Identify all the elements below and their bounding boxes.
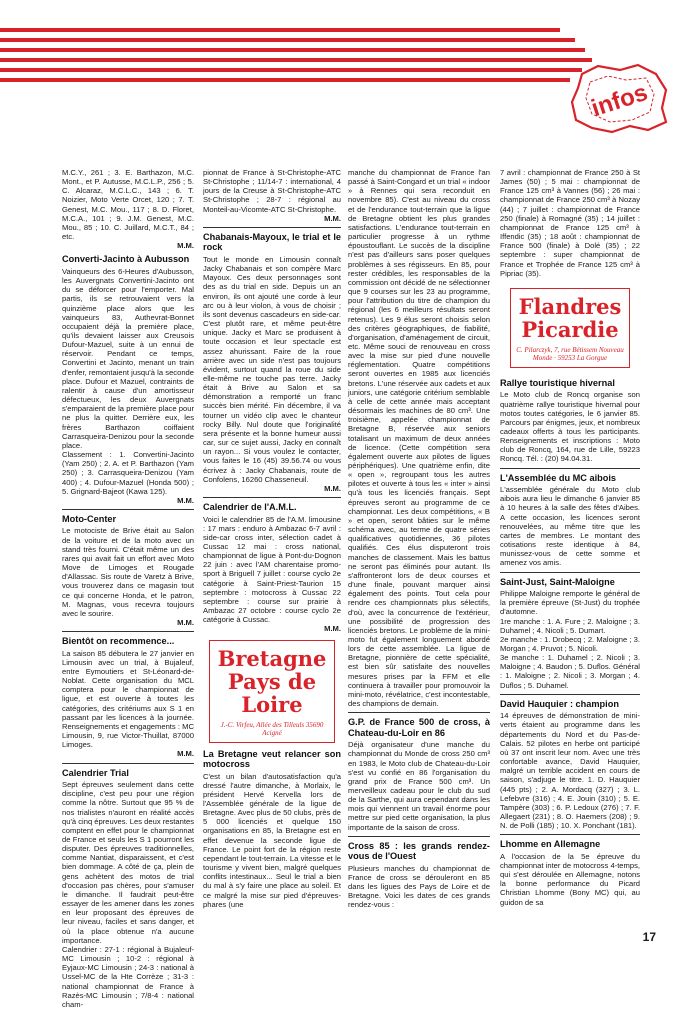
article-body: 14 épreuves de démonstration de mini-verts étaient au programme dans les départements du Nord et du Pas-de-Calais. 52 pilotes en herbe ont participé où 37 ont inscrit leur nom. Avec une très confortable avance, David Hauquier, malgré un terrible accident en cours de saison, s'adjuge le titre. 1. D. Hauquier (445 pts) ; 2. A. Mordacq (327) ; 3. L. Lefebvre (316) ; 4. E. Jouin (310) ; 5. E. Tampère (303) ; 6. P. Ledoux (276) ; 7. F. Allegaert (231) ; 8. O. Haemers (208) ; 9. N. de Polli (185) ; 10. X. Ponchant (181). [500,711,640,831]
classement: Classement : 1. Convertini-Jacinto (Yam 250) ; 2. A. et P. Barthazon (Yam 250) ; 3. Carrasqueira-Denizou (Yam 400) ; 4. Dufour-Mazuel (Honda 500) ; 5. Grignard-Bajeot (Kawa 125). [62,450,194,496]
region-ad-title: Bretagne Pays de Loire [217,645,327,717]
stripe [0,58,592,62]
divider [348,712,490,713]
divider [500,834,640,835]
stripe [0,38,575,42]
article-body: pionnat de France à St-Christophe-ATC St-Christophe ; 11/14-7 : international, 4 jours de la Creuse à St-Christophe-ATC St-Christophe ; 28-7 : régional au Monteil-au-Vicomte-ATC St-Christophe. [203,168,341,214]
svg-text:infos: infos [588,78,651,123]
article-title: La Bretagne veut relancer son motocross [203,748,341,770]
author-signature: M.M. [177,749,194,759]
article-title: Saint-Just, Saint-Maloigne [500,576,615,587]
header-banner [0,0,680,130]
article-title: Cross 85 : les grands rendez-vous de l'Ouest [348,840,490,862]
article-title: L'Assemblée du MC aibois [500,472,617,483]
region-ad-address: J.-C. Virfeu, Allée des Tilleuls 35690 Acigné [220,720,324,738]
author-signature: M.M. [324,213,341,223]
article-body: Déjà organisateur d'une manche du championnat du Monde de cross 250 cm³ en 1983, le Moto club de Chateau-du-Loir s'est vu confié en 86 l'organisation du grand prix de France 500 cm³. Un merveilleux cadeau pour le club du sud de la Sarthe, qui aura cependant dans les mois qui viennent un travail énorme pour mettre sur pied cette organisation, la plus importante de la saison de cross. [348,740,490,832]
region-ad-address: C. Pilarczyk, 7, rue Bétissem Nouveau Monde · 59253 La Gorgue [516,345,624,363]
article-body: Le Moto club de Roncq organise son quatrième rallye touristique hivernal pour motos toutes catégories, le 6 janvier 85. Parcours par énigmes, jeux, et nombreux cadeaux offerts à tous les participants. Renseignements et inscriptions : Moto club de Roncq, 164, rue de Lille, 59223 Roncq. Tél. : (20) 94.04.31. [500,390,640,464]
author-signature: M.M. [177,241,194,251]
article-body: Tout le monde en Limousin connaît Jacky Chabanais et son compère Marc Mayoux. Ces deux personnages sont des as du trial en side. Depuis un an environ, ils ont ajouté une corde à leur arc ou à leur violon, à vous de choisir ; ils sont devenus cascadeurs en side-car. C'est plutôt rare, et même peut-être unique. Jacky et Marc se produisent à toute occasion et leur spectacle est assez ahurissant. Faire de la roue arrière avec un side n'est pas toujours évident, surtout quand la roue du side elle-même ne touche pas terre. Jacky était à Brive au Salon et sa démonstration a remporté un franc succès bien mérité. Fin décembre, il va tourner un vidéo clip avec le chanteur rocky Billy. Nul doute que l'originalité sera présente et la bonne humeur aussi car, sur ce sujet aussi, Jacky en connaît un rayon... Si vous voulez le contacter, vous faites le 16 (45) 39.56.74 ou vous écrivez à : Jacky Chabanais, route de Confolens, 16260 Chasseneuil. [203,254,341,484]
author-signature: M.M. [177,618,194,628]
region-ad-box [510,288,630,368]
article-body: manche du championnat de France l'an passé à Saint-Congard et un trial « indoor » à Rennes qui sera reconduit en novembre 85). C'est au niveau du cross et de l'endurance tout-terrain que la ligue de Bretagne obtient les plus grandes satisfactions. L'endurance tout-terrain en particulier progresse à un rythme époustouflant. Le succès de la discipline n'est pas d'ailleurs sans poser quelques problèmes à ses régisseurs. En 85, pour rester crédibles, les responsables de la commission ont décidé de ne sélectionner que 9 courses sur les 23 au programme, pour l'attribution du titre de champion du régional (les 6 meilleurs résultats seront retenus). Les 9 élus seront choisis selon des critères géographiques, de fiabilité, d'organisation, d'aménagement de circuit, etc. Même souci de renouveau en cross avec la mise sur pied d'une nouvelle réglementation. Quatre compétitions seront ouvertes en 1985 aux licenciés bretons. L'une réservée aux cadets et aux juniors, une catégorie critérium semblable à celle de cette année mais acceptant désormais les machines de 80 cm³. Une troisième, appelée championnat de Bretagne B, réservée aux seniors totalisant un maximum de deux années de licence. (Cette compétition sera également ouverte aux pilotes de ligues périphériques). Une quatrième enfin, dite « open », regroupant tous les autres pilotes et ouverte à tous les « inter » ainsi qu'à tous les licenciés français. Sept épreuves seront au programme de ce championnat. Les deux compétitions, « B » et open, seront bâties sur le même schéma avec, au terme de quatre séries qualificatives quotidiennes, 36 pilotes qualifiés. Ces élus disputeront trois manches de classement. Mais les battus ne seront pas éliminés pour autant. Ils s'affronteront lors de deux courses et d'une finale, pouvant marquer ainsi également des points. Tout cela pour rendre ces championnats plus sélectifs, d'où, avec la concurrence de l'extérieur, une possibilité de progression des licenciés bretons. Le problème de la mini-moto fut également longuement abordé lors de cette assemblée. La ligue de Bretagne, pionnière de cette spécialité, est bien sûr satisfaite des nouvelles mesures prises par la FFM et elle continuera à travailler pour promouvoir la mini-moto, révélatrice, c'est incontestable, des champions de demain. [348,168,490,709]
infos-logo [568,62,670,134]
divider [348,836,490,837]
article-body: Philippe Maloigne remporte le général de la première épreuve (St-Just) du trophée d'automne. [500,589,640,617]
article-title: David Hauquier : champion [500,698,619,709]
article-title: Calendrier de l'A.M.L. [203,502,297,512]
race-heat-1: 1re manche : 1. A. Fure ; 2. Maloigne ; 3. Duhamel ; 4. Nicoli ; 5. Dumart. [500,616,640,635]
stripe [0,68,582,72]
stripe [0,78,570,82]
author-signature: M.M. [324,624,341,634]
article-title: Moto-Center [62,513,117,524]
divider [500,572,640,573]
region-ad-box [209,640,335,743]
article-body: Le motociste de Brive était au Salon de la voiture et de la moto avec un stand très fourni. C'était même un des rares qui avait fait un effort avec Moto Move de Limoges et Rougade d'Allassac. Sis route de Varetz à Brive, vous trouverez dans ce magasin tout ce qui concerne Honda, et le patron, M. Magnas, vous recevra toujours avec le sourire. [62,526,194,618]
divider [203,227,341,228]
article-body: 7 avril : championnat de France 250 à St James (50) ; 5 mai : championnat de France 125 cm³ à Vannes (56) ; 26 mai : championnat de France 250 cm³ à Nozay (44) ; 7 juillet : championnat de France 250 (finale) à Romagné (35) ; 14 juillet : championnat de France 125 cm³ à Iffendic (35) ; 18 août : championnat de France 500 (finale) à Dolé (35) ; 22 septembre : super championnat de France et Trophée de France 125 cm³ à Pipriac (35). [500,168,640,278]
region-ad-title: Flandres Picardie [518,293,622,342]
divider [203,497,341,498]
article-title: Chabanais-Mayoux, le trial et le rock [203,231,341,253]
article-body: Plusieurs manches du championnat de France de cross se dérouleront en 85 dans les ligues des Pays de Loire et de Bretagne. Voici les dates de ces grands rendez-vous : [348,863,490,910]
divider [62,763,194,764]
article-body: L'assemblée générale du Moto club aibois aura lieu le dimanche 6 janvier 85 à 10 heures à la salle des fêtes d'Aibes. A cette occasion, les licences seront renouvelées, au même titre que les cartes de membres. Le montant des cotisations reste identique à 84, munissez-vous de cette somme et amenez vos amis. [500,485,640,568]
column-4 [500,168,640,907]
article-title: Calendrier Trial [62,767,129,778]
column-2 [203,168,341,909]
article-body: C'est un bilan d'autosatisfaction qu'a dressé l'autre dimanche, à Morlaix, le président Hervé Kervella lors de l'Assemblée générale de la ligue de Bretagne. Avec plus de 50 clubs, près de 5 000 licenciés et quelque 150 organisations en 85, la Bretagne est en effet devenue la seconde ligue de France. Le point fort de la région reste cependant le tout-terrain. La vitesse et le tourisme y vivent bien, malgré quelques conflits intestinaux... Seul le trial a bien du mal à s'y faire une place au soleil. Et ce malgré la mise sur pied d'épreuves-phares (une [203,771,341,909]
author-signature: M.M. [324,483,341,493]
stripe [0,28,560,32]
author-signature: M.M. [177,495,194,505]
article-title: Bientôt on recommence... [62,636,175,647]
race-heat-3: 3e manche : 1. Duhamel ; 2. Nicoli ; 3. Maloigne ; 4. Baudon ; 5. Duflos. Général : 1. Maloigne ; 2. Nicoli ; 3. Morgan ; 4. Duflos ; 5. Duhamel. [500,653,640,690]
stripe [0,48,585,52]
race-heat-2: 2e manche : 1. Drobecq ; 2. Maloigne ; 3. Morgan ; 4. Pruvot ; 5. Nicoli. [500,634,640,653]
article-title: G.P. de France 500 de cross, à Chateau-du-Loir en 86 [348,717,490,738]
trial-calendar: Calendrier : 27-1 : régional à Bujaleuf-MC Limousin ; 10-2 : régional à Eyjaux-MC Limousin ; 24-3 : national à Ussel-MC de la Hte Corrèze ; 31-3 : national championnat de France à Razès-MC Limousin ; 7/8-4 : national cham- [62,944,194,1009]
article-body: Sept épreuves seulement dans cette discipline, c'est peu pour une région comme la nôtre. Surtout que 95 % de nos trialistes n'auront en réalité accès qu'à cinq épreuves. Les deux restantes comptent en effet pour le championnat de France et seuls les S 1 pourront les disputer. Des épreuves traditionnelles, comme Nantiat, disparaissent, et c'est bien dommage. A côté de ça, plein de gens achètent des motos de trial d'occasion pas chères, pour s'amuser le dimanche. Il faudrait peut-être essayer de les amener dans les zones en leur proposant des épreuves de leur niveau, faciles et sans danger, et où la place obtenue n'a aucune importance. [62,780,194,945]
results-continued: M.C.Y., 261 ; 3. E. Barthazon, M.C. Mont., et P. Autusse, M.C.L.P., 256 ; 5. C. Alcaraz, M.C.L.C., 143 ; 6. T. Noizier, Moto Verte Orcet, 120 ; 7. T. Genest, M.C. Mou., 117 ; 8. D. Floret, M.C.A., 101 ; 9. J.M. Genest, M.C. Mou., 85 ; 10. C. Juillard, M.C.T., 84 ; etc. [62,168,194,242]
divider [62,509,194,510]
divider [500,468,640,469]
article-title: Lhomme en Allemagne [500,839,601,850]
article-body: A l'occasion de la 5e épreuve du championnat inter de motocross 4-temps, qui s'est déroulée en Allemagne, notons la bonne performance du Picard Christian Lhomme (Bony MC) qui, au guidon de sa [500,851,640,907]
divider [62,631,194,632]
column-3 [348,168,490,910]
article-body: Vainqueurs des 6-Heures d'Aubusson, les Auvergnats Convertini-Jacinto ont du se déforcer pour l'emporter. Mal partis, ils se retrouvaient vers la quinzième place alors que les vainqueurs 83, Authevrat-Bonnet occupaient déjà la première place, qu'ils devaient laisser aux Creusois Dufour-Mazuel, suite à un ennui de réservoir. Pendant ce temps, Convertini et Jacinto, menant un train d'enfer, remontaient jusqu'à la seconde place. Dufour et Mazuel, contraints de ralentir à cause d'un amortisseur défectueux, les deux Auvergnats s'emparaient de la première place pour ne plus la quitter. Derrière eux, les frères Barthazon coiffaient Carrasqueira-Denizou pour la seconde place. [62,266,194,450]
article-title: Rallye touristique hivernal [500,377,615,388]
article-body: Voici le calendrier 85 de l'A.M. limousine : 17 mars : enduro à Ambazac 6-7 avril : side-car cross inter, sélection cadet à Cussac 12 mai : cross national, championnat de ligue à Pont-du-Dognon 22 juin : avec l'AM charentaise promo-sport à Briguell 7 juillet : course cycło 2e catégorie à Saint-Priest-Taurion 15 septembre : motocross à Cussac 22 septembre : course sur prairie à Ambazac 27 octobre : course cyclo 2e catégorie à Cussac. [203,514,341,625]
article-title: Converti-Jacinto à Aubusson [62,254,190,265]
divider [500,694,640,695]
column-1 [62,168,194,1009]
page-number: 17 [642,930,656,944]
article-body: La saison 85 débutera le 27 janvier en Limousin avec un trial, à Bujaleuf, entre Eymoutiers et St-Léonard-de-Noblat. Cette organisation du MCL comptera pour le championnat de ligue, et est ouverte à toutes les catégories, des critériums aux S 1 en passant par les licences à la journée. Renseignements et engagements : MC Limousin, 9, rue Victor-Thuillat, 87000 Limoges. [62,648,194,750]
